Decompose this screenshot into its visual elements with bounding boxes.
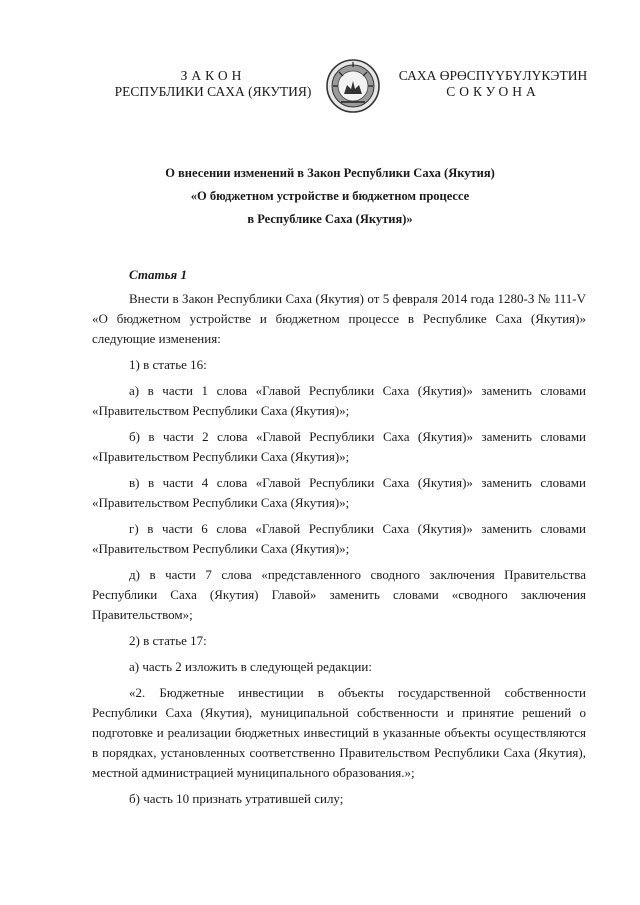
header-left-line2: РЕСПУБЛИКИ САХА (ЯКУТИЯ) — [114, 84, 312, 99]
header-right-line2: СОКУОНА — [446, 84, 540, 99]
title-line1: О внесении изменений в Закон Республики Саха (Якутия) — [165, 166, 495, 180]
item-1d: д) в части 7 слова «представленного сводного заключения Правительства Республики Саха (Якутия) Главой» заменить словами «сводного заключения Правительством»; — [92, 567, 586, 622]
title-line3: в Республике Саха (Якутия)» — [247, 212, 413, 226]
header-right-line1: САХА ӨРӨСПҮҮБҮЛҮКЭТИН — [398, 68, 588, 83]
header-left-line1: ЗАКОН — [180, 68, 246, 83]
item-1: 1) в статье 16: — [129, 357, 207, 372]
title-line2: «О бюджетном устройстве и бюджетном процессе — [190, 189, 470, 203]
item-1c: в) в части 4 слова «Главой Республики Саха (Якутия)» заменить словами «Правительством Республики Саха (Якутия)»; — [92, 475, 586, 510]
coat-of-arms-icon — [325, 58, 381, 114]
item-2b: б) часть 10 признать утратившей силу; — [129, 791, 344, 806]
header-left — [108, 68, 318, 100]
item-2: 2) в статье 17: — [129, 633, 207, 648]
document-title — [60, 162, 600, 231]
document-body — [92, 265, 586, 815]
article-heading: Статья 1 — [129, 267, 187, 282]
quoted-part-2: «2. Бюджетные инвестиции в объекты государственной собственности Республики Саха (Якутия), муниципальной собственности и принятие решений о подготовке и реализации бюджетных инвестиций в указанные объекты осуществляются в порядках, установленных соответственно Правительством Республики Саха (Якутия), местной администрацией муниципального образования.»; — [92, 685, 586, 780]
header-right — [388, 68, 598, 100]
item-1a: а) в части 1 слова «Главой Республики Саха (Якутия)» заменить словами «Правительством Республики Саха (Якутия)»; — [92, 383, 586, 418]
item-2a: а) часть 2 изложить в следующей редакции: — [129, 659, 372, 674]
item-1g: г) в части 6 слова «Главой Республики Саха (Якутия)» заменить словами «Правительством Республики Саха (Якутия)»; — [92, 521, 586, 556]
item-1b: б) в части 2 слова «Главой Республики Саха (Якутия)» заменить словами «Правительством Республики Саха (Якутия)»; — [92, 429, 586, 464]
intro-paragraph: Внести в Закон Республики Саха (Якутия) от 5 февраля 2014 года 1280-З № 111-V «О бюджетном устройстве и бюджетном процессе в Республике Саха (Якутия)» следующие изменения: — [92, 291, 586, 346]
